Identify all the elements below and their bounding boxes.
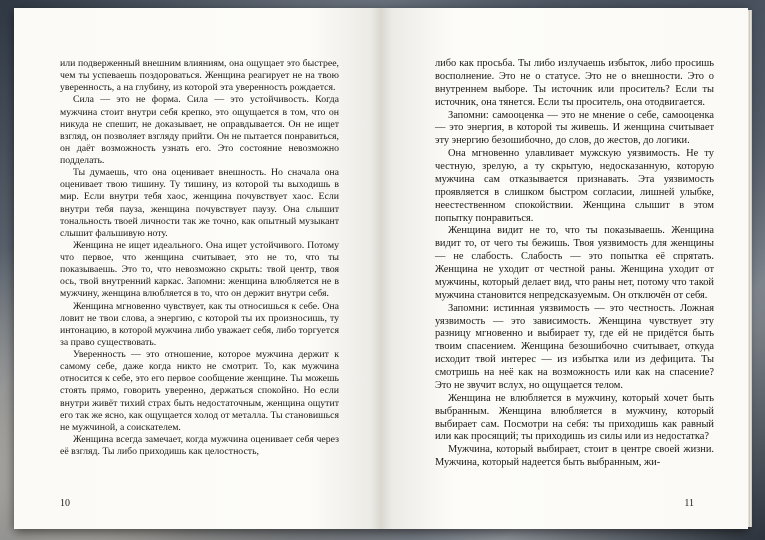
paragraph: либо как просьба. Ты либо излучаешь избыток, либо просишь восполнение. Это не о статусе. Это не о внешности. Это о внутреннем выборе. Ты источник или проситель? Если ты источник, она тянется. Если ты проситель, она отодвигается. (435, 58, 714, 108)
paragraph: Ты думаешь, что она оценивает внешность. Но сначала она оценивает твою тишину. Ту тишину, из которой ты выходишь в мир. Если внутри тебя хаос, женщина почувствует хаос. Если внутри тебя пауза, женщина почувствует паузу. Она слышит тональность твоей личности так же точно, как опытный музыкант слышит фальшивую ноту. (60, 167, 339, 239)
left-page-text (60, 58, 339, 458)
paragraph: Уверенность — это отношение, которое мужчина держит к самому себе, даже когда никто не смотрит. То, как мужчина относится к себе, это его первое сообщение женщине. Ты можешь стоять прямо, говорить уверенно, держаться спокойно. Но если внутри живёт тихий страх быть недостаточным, женщина ощутит его так же ясно, как ощущается холод от металла. Ты становишься не мужчиной, а соискателем. (60, 349, 339, 433)
right-page (381, 8, 748, 529)
page-number: 10 (60, 498, 70, 509)
open-book (14, 8, 748, 529)
paragraph: Женщина не ищет идеального. Она ищет устойчивого. Потому что первое, что женщина считывает, это не то, что ты показываешь. Это то, что невозможно скрыть: твой центр, твоя ось, твой внутренний каркас. Запомни: женщина влюбляется не в мужчину, женщина влюбляется в то, что он держит внутри себя. (60, 239, 339, 300)
paragraph: Запомни: самооценка — это не мнение о себе, самооценка — это энергия, в которой ты живешь. И женщина считывает эту энергию безошибочно, до слов, до жестов, до логики. (435, 109, 714, 147)
paragraph: Запомни: истинная уязвимость — это честность. Ложная уязвимость — это зависимость. Женщина чувствует эту разницу мгновенно и выбирает ту, где ей не придётся быть твоим спасением. Женщина безошибочно считывает, откуда исходит твой интерес — из избытка или из дефицита. Ты смотришь на неё как на возможность или как на спасение? Это не звучит вслух, но ощущается телом. (435, 302, 714, 391)
paragraph: Женщина видит не то, что ты показываешь. Женщина видит то, от чего ты бежишь. Твоя уязвимость для женщины — не слабость. Слабость — это попытка её спрятать. Женщина не уходит от честной раны. Женщина уходит от мужчины, который делает вид, что раны нет, потому что такой мужчина становится непредсказуемым. Он отключён от себя. (435, 225, 714, 301)
paragraph: или подверженный внешним влияниям, она ощущает это быстрее, чем ты успеваешь поздороваться. Женщина реагирует не на твою уверенность, а на глубину, из которой эта уверенность рождается. (60, 58, 339, 94)
left-page (14, 8, 381, 529)
page-edges (748, 10, 752, 527)
paragraph: Женщина мгновенно чувствует, как ты относишься к себе. Она ловит не твои слова, а энергию, с которой ты их произносишь, ту интонацию, в которой мужчина либо уважает себя, либо торгуется за право существовать. (60, 300, 339, 348)
right-page-text (435, 58, 714, 470)
paragraph: Мужчина, который выбирает, стоит в центре своей жизни. Мужчина, который надеется быть выбранным, жи- (435, 444, 714, 469)
page-number: 11 (684, 498, 694, 509)
paragraph: Женщина всегда замечает, когда мужчина оценивает себя через её взгляд. Ты либо приходишь как целостность, (60, 433, 339, 457)
paragraph: Сила — это не форма. Сила — это устойчивость. Когда мужчина стоит внутри себя крепко, это ощущается в том, что он никуда не спешит, не доказывает, не оправдывается. Он не ищет взгляд, он позволяет взгляду прийти. Он не пытается понравиться, он даёт возможность узнать его. Это состояние невозможно подделать. (60, 94, 339, 166)
paragraph: Женщина не влюбляется в мужчину, который хочет быть выбранным. Женщина влюбляется в мужчину, который выбирает сам. Посмотри на себя: ты приходишь как равный или как просящий; ты приходишь из силы или из недостатка? (435, 392, 714, 443)
paragraph: Она мгновенно улавливает мужскую уязвимость. Не ту честную, зрелую, а ту скрытую, недосказанную, которую мужчина сам отказывается признавать. Эта уязвимость проявляется в слишком быстром согласии, лишней улыбке, неестественном спокойствии. Женщина слышит в этом попытку понравиться. (435, 148, 714, 224)
